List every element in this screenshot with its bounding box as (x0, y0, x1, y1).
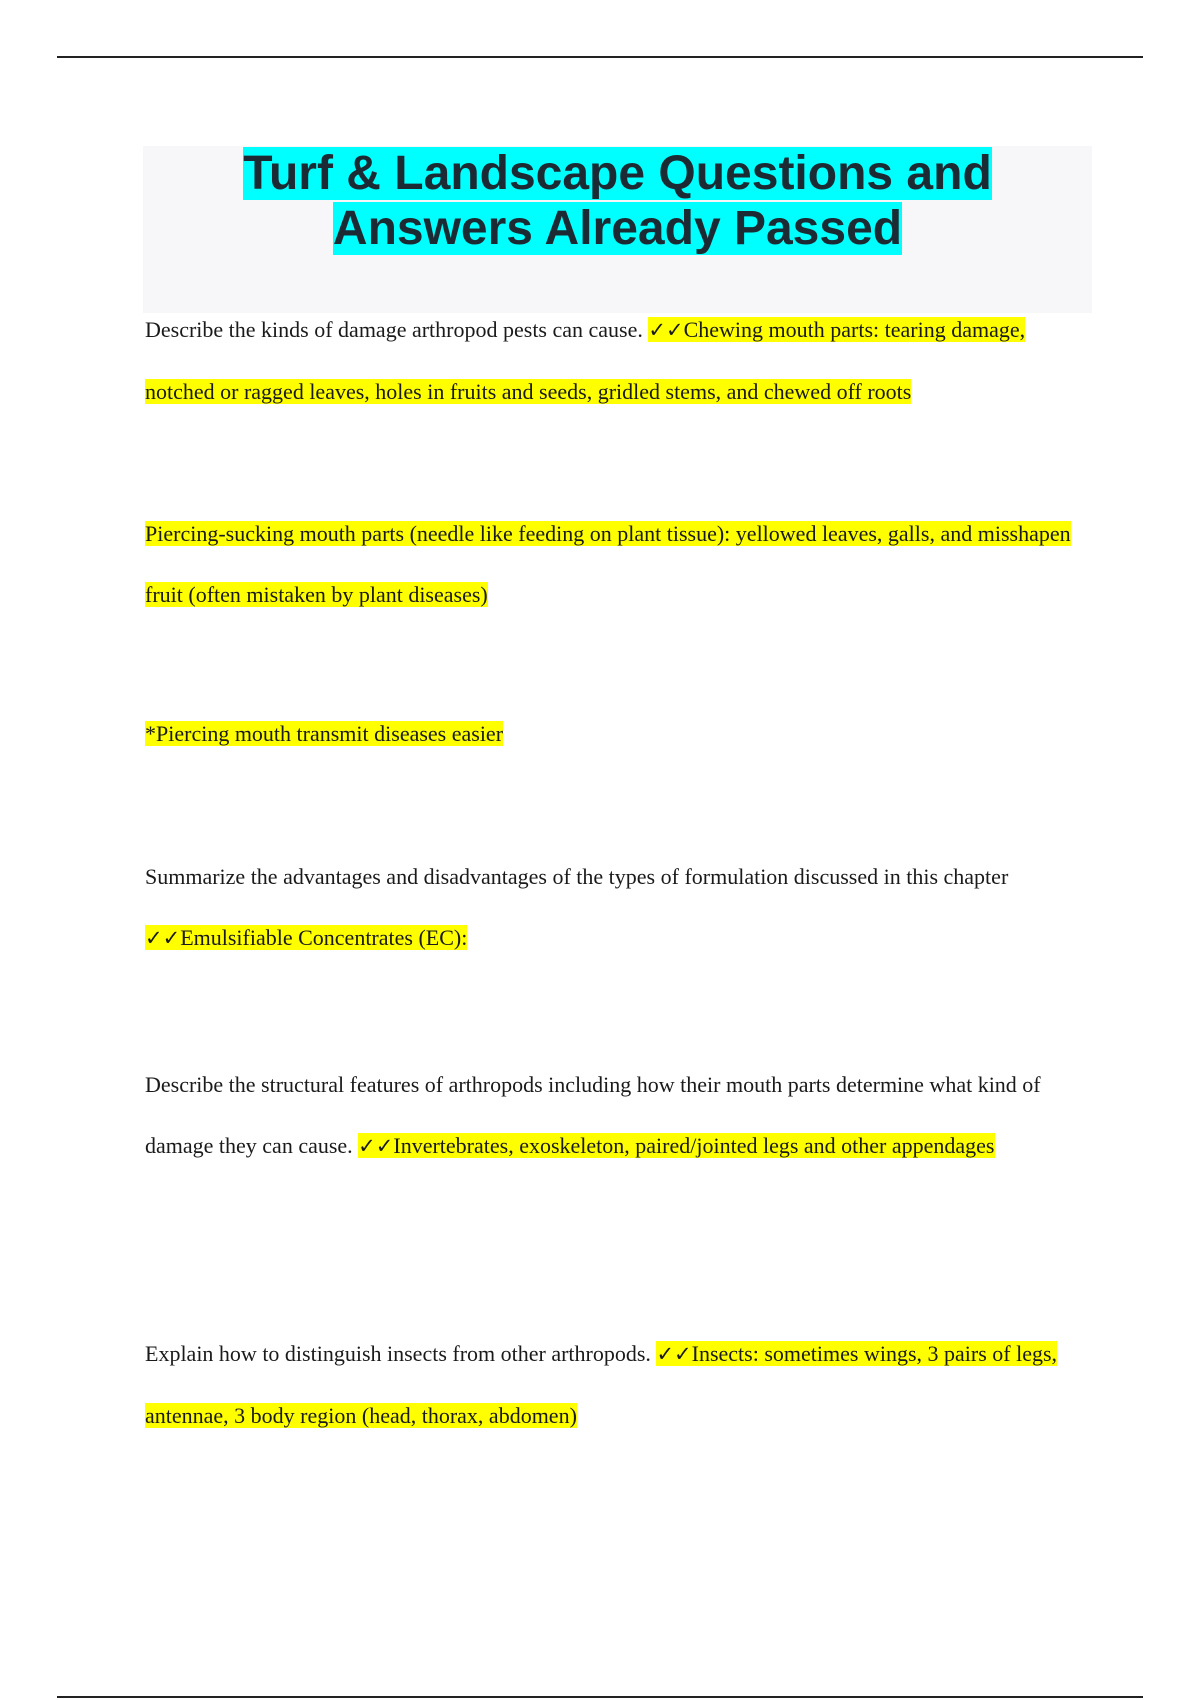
qa-paragraph (145, 503, 1085, 625)
qa-item-1 (145, 299, 1085, 422)
top-rule (57, 56, 1143, 58)
qa-item-5 (145, 1054, 1085, 1177)
qa-paragraph (145, 1054, 1085, 1177)
question-text: Explain how to distinguish insects from other arthropods. (145, 1341, 651, 1366)
question-text: Describe the structural features of arthropods including how their mouth parts determine what kind of damage they can cause. (145, 1072, 1041, 1158)
qa-item-3 (145, 703, 1085, 764)
answer-text: Piercing-sucking mouth parts (needle like feeding on plant tissue): yellowed leaves, galls, and misshapen fruit (often mistaken by plant diseases) (145, 521, 1071, 607)
question-text: Summarize the advantages and disadvantages of the types of formulation discussed in this chapter (145, 864, 1009, 889)
answer-text: ✓✓Invertebrates, exoskeleton, paired/jointed legs and other appendages (358, 1133, 995, 1158)
bottom-rule (57, 1696, 1143, 1698)
qa-paragraph (145, 1323, 1085, 1446)
checkmark-icon: ✓✓ (358, 1134, 394, 1158)
qa-paragraph (145, 299, 1085, 422)
answer-text: ✓✓Emulsifiable Concentrates (EC): (145, 925, 468, 950)
qa-item-4 (145, 846, 1085, 969)
document-title (143, 146, 1092, 256)
question-text: Describe the kinds of damage arthropod pests can cause. (145, 317, 643, 342)
qa-paragraph (145, 703, 1085, 764)
checkmark-icon: ✓✓ (656, 1342, 692, 1366)
qa-item-6 (145, 1323, 1085, 1446)
qa-item-2 (145, 503, 1085, 625)
document-title-text: Turf & Landscape Questions and Answers Already Passed (243, 147, 992, 255)
checkmark-icon: ✓✓ (648, 318, 684, 342)
checkmark-icon: ✓✓ (145, 926, 181, 950)
answer-text: ✓✓Chewing mouth parts: tearing damage, notched or ragged leaves, holes in fruits and seeds, gridled stems, and chewed off roots (145, 317, 1026, 404)
answer-text: ✓✓Insects: sometimes wings, 3 pairs of legs, antennae, 3 body region (head, thorax, abdomen) (145, 1341, 1058, 1428)
answer-text: *Piercing mouth transmit diseases easier (145, 721, 504, 746)
title-block (143, 146, 1092, 313)
qa-paragraph (145, 846, 1085, 969)
